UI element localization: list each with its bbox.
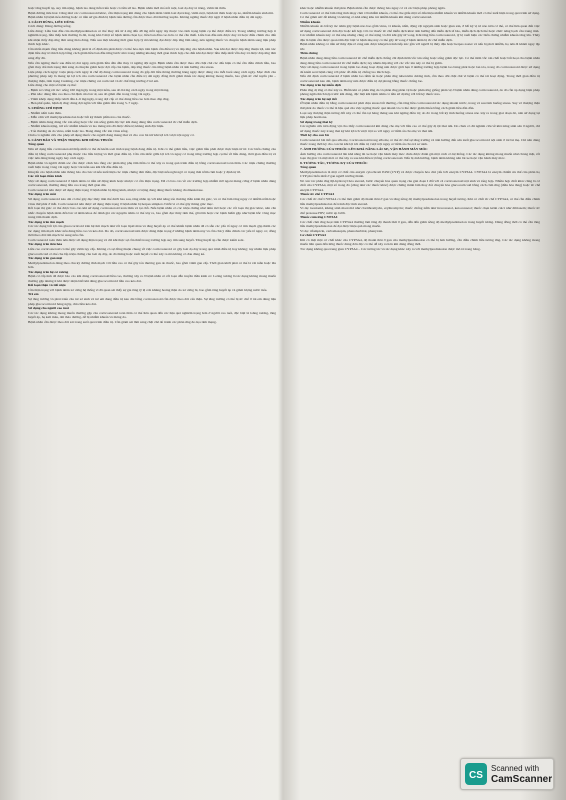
paragraph: Corticosteroid toàn thân nên được sử dụng thận trọng và chỉ khi thực sự cần thiết trong trường hợp suy tim sung huyết. Tăng huyết áp cần được kiểm soát. xyxy=(28,237,245,242)
paragraph: hoặc tăng huyết áp, suy tim nặng, bệnh lao đang tiến triển hoặc có tiền sử lao. Bệnh nhân mới mổ nối ruột, loét dạ dày tá tràng, viêm túi thừa. xyxy=(28,6,227,10)
paragraph: Khuyến cáo bệnh nhân nên thông báo cho bác sĩ nếu xuất hiện các triệu chứng tâm thần, đặc biệt nếu nghi ngờ có trạng thái trầm cảm hoặc ý định tự tử. xyxy=(28,169,241,174)
section-heading: 6. CẢNH BÁO VÀ THẬN TRỌNG KHI DÙNG THUỐC xyxy=(28,137,114,142)
section-heading: Tổng quan xyxy=(28,142,45,147)
paragraph: – Tổn thương da do virus, nấm hoặc lao. Đang dùng vắc xin virus sống. xyxy=(28,128,129,133)
section-heading: 8. TƯƠNG TÁC, TƯƠNG KỴ CỦA THUỐC xyxy=(300,160,368,165)
paragraph: Các tác dụng không mong muốn thường gặp của corticosteroid toàn thân có thể liên quan đến các hậu quả nghiêm trọng hơn ở người cao tuổi, đặc biệt là loãng xương, tăng huyết áp, hạ kali máu, đái tháo đường, dễ bị nhiễm khuẩn và mỏng da. xyxy=(28,310,276,320)
section-heading: Tác dụng trên gan mật xyxy=(28,256,63,261)
right-column-text xyxy=(300,6,540,772)
section-heading: Tác dụng trên hệ cơ xương xyxy=(28,269,69,274)
section-heading: Nhiễm khuẩn xyxy=(300,19,321,24)
paragraph: Methylprednisolon dùng theo chu kỳ đường tĩnh mạch với liều cao có thể gây tổn thương gan do thuốc, bao gồm viêm gan cấp. Thời gian khởi phát có thể là vài tuần hoặc lâu hơn. xyxy=(28,260,276,270)
paragraph: Nếu cần ngừng thuốc sau điều trị dài ngày, nên giảm liều dần dần thay vì ngừng đột ngột. Bệnh nhân cần được theo dõi chặt chẽ các dấu hiệu có thể cần điều chỉnh liều, bao gồm thay đổi tình trạng lâm sàng do thuyên giảm hoặc đợt cấp của bệnh, đáp ứng thuốc của từng bệnh nhân và ảnh hưởng của stress. xyxy=(28,60,276,70)
paragraph: Liều dùng: Liều ban đầu của methylprednisolon có thể thay đổi từ 4 mg đến 48 mg mỗi ngày tùy thuộc vào tình trạng bệnh cụ thể được điều trị. Trong những trường hợp ít nghiêm trọng, liều thấp hơn thường là đủ, trong khi ở một số bệnh nhân chọn lọc, liều ban đầu cao hơn có thể cần thiết. Liều ban đầu nên được duy trì hoặc điều chỉnh cho đến khi nhận thấy đáp ứng lâm sàng thỏa đáng. Nếu sau một khoảng thời gian hợp lý mà không đạt được đáp ứng lâm sàng, nên ngừng thuốc và chuyển bệnh nhân sang liệu pháp thích hợp khác. xyxy=(28,28,276,47)
paragraph: – Nhiễm nấm toàn thân. xyxy=(28,110,62,115)
paragraph: Bệnh nhân bị bệnh tiểu đường hoặc có tiền sử gia đình bị bệnh tiểu đường cần được theo dõi thường xuyên. Không ngừng thuốc đột ngột ở bệnh nhân điều trị dài ngày. xyxy=(28,15,263,20)
paragraph: Cần nhấn mạnh rằng liều dùng không phải là cố định mà phải được cá thể hóa dựa trên bệnh cần điều trị và đáp ứng của bệnh nhân. Sau khi đạt được đáp ứng thuận lợi, nên xác định liều duy trì thích hợp bằng cách giảm liều ban đầu từng bước nhỏ trong những khoảng thời gian thích hợp cho đến khi đạt được liều thấp nhất vẫn duy trì được đáp ứng lâm sàng đầy đủ. xyxy=(28,46,276,61)
paragraph: Bệnh nhân cần được theo dõi sát trong suốt quá trình điều trị. Cần giám sát lâm sàng chặt chẽ để tránh các phản ứng đe dọa tính mạng. xyxy=(28,319,217,324)
section-heading: Trẻ em xyxy=(28,292,39,297)
paragraph: Việc sử dụng corticosteroid ở bệnh nhân có tiền sử động kinh hoặc nhược cơ cần thận trọng. Đã có báo cáo về các trường hợp nhiễm mỡ ngoài màng cứng ở bệnh nhân dùng corticosteroid, thường dùng liều cao trong thời gian dài. xyxy=(28,178,276,188)
camscanner-watermark xyxy=(460,758,554,790)
section-heading: Thuốc cảm ứng CYP3A4 xyxy=(300,215,338,220)
paragraph: – Bệnh nhân đang dùng vắc xin sống hoặc vắc xin sống giảm độc lực khi đang dùng liều corticosteroid ức chế miễn dịch. xyxy=(28,119,198,124)
paragraph: Khi có mặt một cơ chất khác của CYP3A4, độ thanh thải ở gan của methylprednisolon có thể bị ảnh hưởng, cần điều chỉnh liều tương ứng. Các tác dụng không mong muốn liên quan đến từng thuốc dùng đơn độc có thể dễ xảy ra hơn khi dùng đồng thời. xyxy=(300,237,540,247)
section-heading: Thuốc ức chế CYP3A4 xyxy=(300,192,335,197)
section-heading: Sử dụng cho người cao tuổi xyxy=(28,306,69,311)
paragraph: Phản ứng dị ứng có thể xảy ra. Hiếm khi có phản ứng da và phản ứng phản vệ hoặc phản ứng giống phản vệ ở bệnh nhân dùng corticosteroid, do đó cần áp dụng biện pháp phòng ngừa thích hợp trước khi dùng, đặc biệt khi bệnh nhân có tiền sử dị ứng với bất kỳ thuốc nào. xyxy=(300,87,540,97)
section-heading: 7. ẢNH HƯỞNG CỦA THUỐC LÊN KHẢ NĂNG LÁI XE, VẬN HÀNH MÁY MÓC xyxy=(300,146,428,151)
paragraph: Các nhiễm khuẩn này có thể nhẹ nhưng cũng có thể nặng và đôi khi gây tử vong. Khi tăng liều corticosteroid, tỷ lệ xuất hiện các biến chứng nhiễm khuẩn tăng lên. Thủy đậu là bệnh cần được quan tâm đặc biệt vì bệnh nhẹ này có thể gây tử vong ở bệnh nhân bị ức chế miễn dịch. xyxy=(300,33,540,42)
paragraph: Ở bệnh nhân điều trị bằng corticosteroid phải chịu stress bất thường, cần tăng liều corticosteroid tác dụng nhanh trước, trong và sau tình huống stress. Suy vỏ thượng thận thứ phát do thuốc có thể là hậu quả của việc ngừng thuốc quá nhanh và có thể được giảm thiểu bằng cách giảm liều dần dần. xyxy=(300,101,540,111)
paragraph: khác hoặc nhiễm khuẩn thứ phát. Bệnh nhân cần được thông báo nguy cơ và các biện pháp phòng ngừa. xyxy=(300,6,446,10)
paragraph: Methylprednisolon là một cơ chất của enzym cytochrom P450 (CYP) và được chuyển hóa chủ yếu bởi enzym CYP3A4. CYP3A4 là enzym chiếm ưu thế của phân họ CYP phổ biến nhất ở gan người trưởng thành. xyxy=(300,169,540,179)
paragraph: Bệnh nhân không có tiền sử thủy đậu rõ ràng nên được khuyên tránh tiếp xúc gần với người bị thủy đậu hoặc herpes zoster và nếu bị phơi nhiễm, họ nên đi khám ngay lập tức. xyxy=(300,42,540,51)
paragraph: – Viêm khớp dạng thấp: khởi đầu 4–6 mg/ngày, trong đợt cấp có thể dùng liều cao hơn theo đáp ứng. xyxy=(28,96,170,101)
paragraph: Bệnh nhân đang dùng liều corticosteroid ức chế miễn dịch chống chỉ định tiêm vắc xin sống hoặc sống giảm độc lực. Có thể tiêm vắc xin chết hoặc bất hoạt cho bệnh nhân đang dùng liều corticosteroid ức chế miễn dịch; tuy nhiên đáp ứng với các vắc xin này có thể bị giảm. xyxy=(300,56,540,65)
section-heading: Tác dụng trên tiêu hóa xyxy=(28,242,63,247)
paragraph: – Phù não: dùng liều cao theo chỉ định của bác sĩ, sau đó giảm dần trong vòng vài ngày. xyxy=(28,92,151,97)
section-heading: Tác dụng trên hệ miễn dịch xyxy=(300,83,342,88)
watermark-line-2: CamScanner xyxy=(491,774,553,785)
paragraph: Các chất ức chế CYP3A4 có thể làm giảm độ thanh thải ở gan và tăng nồng độ methylprednisolon trong huyết tương. Khi có chất ức chế CYP3A4, có thể cần điều chỉnh liều methylprednisolon để tránh độc tính steroid. xyxy=(300,196,540,206)
paragraph: Cách dùng: Dùng đường uống. xyxy=(28,24,72,29)
paragraph: Các chất cảm ứng hoạt tính CYP3A4 thường làm tăng độ thanh thải ở gan, dẫn đến giảm nồng độ methylprednisolon trong huyết tương. Dùng đồng thời có thể cần tăng liều methylprednisolon để đạt được hiệu quả mong muốn. xyxy=(300,219,540,229)
paragraph: Tác dụng không qua trung gian CYP3A4 – Các tương tác và tác dụng khác xảy ra với methylprednisolon được mô tả trong bảng. xyxy=(300,246,481,251)
paragraph: – Hen phế quản, bệnh dị ứng: dùng đợt ngắn với liều giảm dần trong 5–7 ngày. xyxy=(28,101,139,106)
paragraph: Chưa có nghiên cứu cho phép sử dụng thuốc cho người đang mang thai và cho con bú trừ khi lợi ích vượt trội nguy cơ. xyxy=(28,133,195,138)
section-heading: Tác dụng trên hệ nội tiết xyxy=(300,96,337,101)
left-column-text xyxy=(28,6,276,772)
section-heading: Tiêm chủng xyxy=(300,51,318,56)
paragraph: Các nghiên cứu trên động vật cho thấy corticosteroid khi dùng cho mẹ với liều cao có thể gây dị tật thai nhi. Do chưa có đủ nghiên cứu về khả năng sinh sản ở người, chỉ sử dụng thuốc này trong thai kỳ khi lợi ích vượt trội so với nguy cơ tiềm ẩn cho mẹ và thai nhi. xyxy=(300,124,540,133)
paragraph: Corticosteroid có thể làm tăng tính nhạy cảm với nhiễm khuẩn, có thể che giấu một số dấu hiệu nhiễm khuẩn và nhiễm khuẩn mới có thể xuất hiện trong quá trình sử dụng. Có thể giảm sức đề kháng và không có khả năng khu trú nhiễm khuẩn khi dùng corticosteroid. xyxy=(300,10,540,20)
paragraph: Liều dùng cho một số bệnh cụ thể: xyxy=(28,83,77,88)
paragraph: Ví dụ: isoniazid, kháng sinh macrolid như clarithromycin, erythromycin; thuốc chống nấm như itraconazol, ketoconazol; thuốc chẹn kênh calci như diltiazem; thuốc ức chế protease HIV; nước ép bưởi. xyxy=(300,206,540,215)
paragraph: Liều cao corticosteroid có thể gây viêm tụy cấp. Không có sự đồng thuận chung về việc corticosteroid có gây loét dạ dày trong quá trình điều trị hay không; tuy nhiên liệu pháp glucocorticoid có thể che lấp triệu chứng của loét dạ dày, do đó thủng hoặc xuất huyết có thể xảy ra mà không có đau đáng kể. xyxy=(28,246,276,256)
paragraph: Bệnh cơ cấp tính đã được báo cáo khi dùng corticosteroid liều cao, thường xảy ra ở bệnh nhân có rối loạn dẫn truyền thần kinh cơ. Loãng xương là tác dụng không mong muốn thường gặp nhưng ít khi được nhận biết khi dùng glucocorticoid liều cao kéo dài. xyxy=(28,274,276,283)
paragraph: Nó xúc tác phản ứng 6β-hydroxyl hóa steroid, bước chuyển hóa quan trọng của giai đoạn I đối với cả corticosteroid nội sinh và tổng hợp. Nhiều hợp chất khác cũng là cơ chất của CYP3A4, một số trong đó (cũng như các thuốc khác) được chứng minh làm thay đổi chuyển hóa glucocorticoid bằng cách cảm ứng (điều hòa tăng) hoặc ức chế enzym CYP3A4. xyxy=(300,178,540,192)
paragraph: Ví dụ: rifampicin, carbamazepin, phenobarbital, phenytoin. xyxy=(300,228,384,233)
paragraph: Sự tăng trưởng và phát triển của trẻ sơ sinh và trẻ em đang điều trị kéo dài bằng corticosteroid cần được theo dõi cẩn thận. Sự tăng trưởng có thể bị ức chế ở trẻ em dùng liệu pháp glucocorticoid hàng ngày, chia liều kéo dài. xyxy=(28,297,276,306)
section-heading: Tác dụng trên tim mạch xyxy=(28,219,65,224)
section-heading: Tác dụng trên mắt xyxy=(28,192,56,197)
section-heading: Sử dụng trong thai kỳ xyxy=(300,119,333,124)
paragraph: – Mẫn cảm với methylprednisolon hoặc bất kỳ thành phần nào của thuốc. xyxy=(28,115,131,120)
paragraph: Liệu pháp cách ngày: Liệu pháp cách ngày là chế độ dùng corticosteroid trong đó gấp đôi liều thông thường hàng ngày được dùng vào mỗi buổi sáng cách ngày. Mục đích của phương pháp này là mang lại lợi ích của corticosteroid cho bệnh nhân cần điều trị dài ngày đồng thời giảm thiểu tác dụng không mong muốn, bao gồm ức chế tuyến yên – thượng thận, tình trạng Cushing, các triệu chứng cai corticoid và ức chế tăng trưởng ở trẻ em. xyxy=(28,69,276,83)
paragraph: Cần thận trọng với bệnh nhân xơ cứng hệ thống vì đã quan sát thấy sự gia tăng tỷ lệ cơn khủng hoảng thận do xơ cứng bì, bao gồm tăng huyết áp và giảm lượng nước tiểu. xyxy=(28,287,268,292)
paragraph: Loại suy thượng thận tương đối này có thể tồn tại hàng tháng sau khi ngừng điều trị; do đó trong bất kỳ tình huống stress nào xảy ra trong giai đoạn đó, nên sử dụng lại liệu pháp hormone. xyxy=(300,110,540,120)
paragraph: Nếu chỉ định corticosteroid ở bệnh nhân lao tiềm ẩn hoặc phản ứng tuberculin dương tính, cần theo dõi chặt chẽ vì bệnh có thể tái hoạt động. Trong thời gian điều trị corticosteroid kéo dài, bệnh nhân này nên được điều trị dự phòng bằng thuốc chống lao. xyxy=(300,74,540,83)
section-heading: Cơ chất CYP3A4 xyxy=(300,233,326,238)
paragraph: Nên sử dụng liều corticosteroid thấp nhất có thể để kiểm soát tình trạng bệnh đang điều trị. Khi có thể giảm liều, việc giảm liều phải được thực hiện từ từ. Các biến chứng của điều trị bằng corticosteroid phụ thuộc vào liều lượng và thời gian điều trị. Cần cân nhắc giữa lợi ích và nguy cơ trong từng trường hợp cụ thể về liều dùng, thời gian điều trị và việc nên dùng hàng ngày hay cách ngày. xyxy=(28,146,276,161)
paragraph: Sử dụng corticosteroid kéo dài có thể gây đục thủy tinh thể dưới bao sau, tăng nhãn áp với khả năng tổn thương thần kinh thị giác, và có thể làm tăng nguy cơ nhiễm nấm hoặc virus thứ phát ở mắt. Corticosteroid nên được sử dụng thận trọng ở bệnh nhân bị herpes simplex ở mắt vì có thể gây thủng giác mạc. xyxy=(28,196,276,206)
section-heading: 4. CÁCH DÙNG, LIỀU DÙNG xyxy=(28,19,75,24)
section-heading: 5. CHỐNG CHỈ ĐỊNH xyxy=(28,106,63,111)
paragraph: Các tác dụng bất lợi của glucocorticoid trên hệ tim mạch như rối loạn lipid máu và tăng huyết áp có thể khiến bệnh nhân đã có sẵn các yếu tố nguy cơ tim mạch gặp thêm các tác dụng tim mạch khác nếu dùng liều cao và kéo dài. Do đó, corticosteroid nên được dùng thận trọng ở những bệnh nhân này và cần chú ý điều chỉnh các yếu tố nguy cơ, đồng thời theo dõi tim mạch bổ sung nếu cần. xyxy=(28,224,276,238)
paragraph: Corticosteroid bài tiết qua sữa mẹ. Corticosteroid trong sữa mẹ có thể ức chế sự tăng trưởng và ảnh hưởng đến sản xuất glucocorticoid nội sinh ở trẻ bú mẹ. Chỉ nên dùng thuốc trong thời kỳ cho con bú khi lợi ích điều trị vượt trội nguy cơ tiềm ẩn cho trẻ sơ sinh. xyxy=(300,137,540,147)
section-heading: Rối loạn thận và tiết niệu xyxy=(28,283,66,288)
section-heading: Các rối loạn thần kinh xyxy=(28,174,62,179)
paragraph: Corticosteroid nên được sử dụng thận trọng ở bệnh nhân bị động kinh, nhược cơ nặng đang dùng thuốc kháng cholinesterase. xyxy=(28,187,204,192)
watermark-line-1: Scanned with xyxy=(491,764,540,773)
section-heading: Tổng quan xyxy=(300,165,317,170)
paragraph: Bệnh nhân và người chăm sóc cần được cảnh báo rằng các phản ứng phụ tâm thần có thể xảy ra trong quá trình điều trị bằng corticosteroid toàn thân. Các triệu chứng thường xuất hiện trong vòng vài ngày hoặc vài tuần sau khi bắt đầu điều trị. xyxy=(28,160,276,170)
camscanner-logo-icon xyxy=(465,763,487,785)
paragraph: Ảnh hưởng của corticosteroid lên khả năng lái xe hoặc vận hành máy móc chưa được đánh giá một cách có hệ thống. Các tác dụng không mong muốn như chóng mặt, rối loạn thị giác và mệt mỏi có thể xảy ra sau khi điều trị bằng corticosteroid. Nếu bị ảnh hưởng, bệnh nhân không nên lái xe hoặc vận hành máy móc. xyxy=(300,151,540,161)
paragraph: Rối loạn thị giác có thể được báo cáo khi sử dụng corticosteroid toàn thân và tại chỗ. Nếu bệnh nhân có các triệu chứng như nhìn mờ hoặc các rối loạn thị giác khác, nên cân nhắc chuyển bệnh nhân đến bác sĩ nhãn khoa để đánh giá các nguyên nhân có thể xảy ra, bao gồm đục thủy tinh thể, glôcôm hoặc các bệnh hiếm gặp như bệnh hắc võng mạc trung tâm thanh dịch. xyxy=(28,206,276,220)
svg-text:CS: CS xyxy=(469,770,483,781)
section-heading: Thời kỳ cho con bú xyxy=(300,133,329,138)
paragraph: – Nhiễm khuẩn nặng, trừ sốc nhiễm khuẩn và lao màng não đã được điều trị kháng sinh đặc hiệu. xyxy=(28,124,165,129)
paragraph: Việc sử dụng corticosteroid trong bệnh lao đang hoạt động nên được giới hạn ở những trường hợp bệnh lao bùng phát hoặc lan tỏa, trong đó corticosteroid được sử dụng để kiểm soát bệnh cùng với phác đồ điều trị chống lao thích hợp. xyxy=(300,65,540,74)
paragraph: Bệnh đường tiêu hóa: Cũng như các corticosteroid khác, cần thận trọng khi dùng cho bệnh nhân viêm loét đại tràng, viêm ruột, bệnh túi thừa hoặc áp xe, nhiễm khuẩn sinh mủ. xyxy=(28,10,274,15)
paragraph: Nhiễm khuẩn do bất kỳ tác nhân gây bệnh nào bao gồm virus, vi khuẩn, nấm, động vật nguyên sinh hoặc giun sán, ở bất kỳ vị trí nào trên cơ thể, có thể liên quan đến việc sử dụng corticosteroid đơn độc hoặc kết hợp với các thuốc ức chế miễn dịch khác ảnh hưởng đến miễn dịch tế bào, miễn dịch dịch thể hoặc chức năng bạch cầu trung tính. xyxy=(300,24,540,33)
paragraph: – Bệnh xơ cứng rải rác: uống 160 mg/ngày trong một tuần, sau đó 64 mg cách ngày trong một tháng. xyxy=(28,87,170,92)
